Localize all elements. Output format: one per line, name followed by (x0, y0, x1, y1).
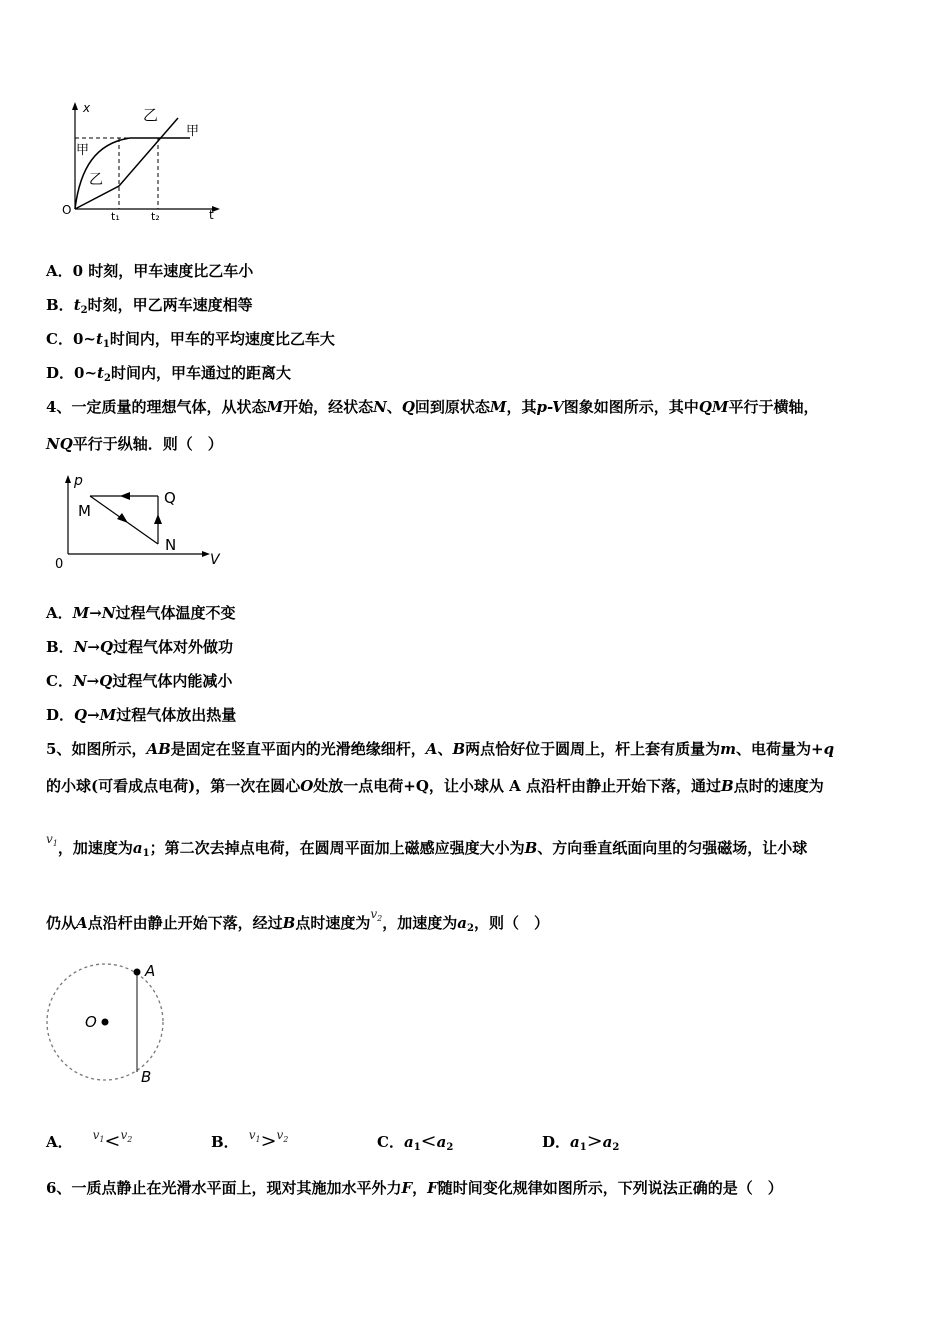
q5-option-d-sub1: 1 (579, 1142, 587, 1153)
pv-origin-label: 0 (55, 557, 64, 572)
q3-option-b-sub: 2 (80, 305, 88, 316)
circle-rod-figure (40, 958, 180, 1088)
q6-sym-f: F (427, 1179, 438, 1197)
q5-sym-b: B (524, 839, 538, 857)
q5-sym-m: m (720, 740, 737, 758)
q4-sym-n: N (373, 398, 387, 416)
v-letter: v (276, 1128, 284, 1142)
q5-option-a-v1 (93, 1128, 105, 1142)
q5-v2-symbol (370, 907, 382, 921)
q3-option-c-sub: 1 (102, 339, 110, 350)
q4-option-a-letter: A． (46, 604, 73, 622)
q4-stem-line2 (46, 434, 223, 454)
pv-x-arrow (202, 551, 210, 557)
point-o (102, 1019, 109, 1026)
pv-graph-figure (50, 470, 230, 575)
q4-option-c-letter: C． (46, 672, 73, 690)
q5-v1-symbol (46, 832, 58, 846)
q5-option-a[interactable] (46, 1128, 133, 1155)
q3-option-d-text: 时间内，甲车通过的距离大 (110, 364, 291, 382)
xt-jia-left-label: 甲 (76, 143, 90, 158)
pv-y-arrow (65, 475, 71, 483)
pv-arrow-mn (117, 513, 128, 523)
q4-text: ，其 (506, 398, 537, 416)
pv-m-label: M (78, 502, 91, 520)
q3-option-c-text: 时间内，甲车的平均速度比乙车大 (109, 330, 335, 348)
q5-text: ，则（ ） (473, 914, 549, 932)
q3-option-b[interactable] (46, 295, 253, 321)
q3-option-a-text: 0 时刻，甲车速度比乙车小 (72, 262, 254, 280)
q6-number: 6、 (46, 1179, 72, 1197)
q5-a-sub: 1 (142, 848, 150, 859)
pv-v-label: V (210, 552, 220, 568)
q4-option-d[interactable] (46, 705, 236, 725)
pv-arrow-qm (120, 492, 130, 500)
label-a: A (145, 962, 156, 980)
xt-y-label: x (83, 101, 91, 115)
pv-arrow-nq (154, 514, 162, 524)
q5-v-sub: 1 (52, 839, 58, 848)
q5-option-c[interactable] (377, 1131, 453, 1158)
q5-text: ；第二次去掉点电荷，在圆周平面加上磁感应强度大小为 (149, 839, 525, 857)
q3-option-c-sym: t (95, 330, 103, 348)
v-letter: v (120, 1128, 128, 1142)
xt-origin-label: O (62, 203, 72, 217)
v-letter: v (92, 1128, 100, 1142)
xt-t2-label: t₂ (151, 210, 160, 223)
q6-stem (46, 1178, 783, 1198)
q5-option-c-sub1: 1 (413, 1142, 421, 1153)
q4-text: 图象如图所示，其中 (563, 398, 699, 416)
q4-text: 开始，经状态 (283, 398, 374, 416)
q5-option-a-v2 (120, 1128, 132, 1142)
q3-option-a[interactable] (46, 261, 253, 281)
q3-option-c-pre: 0~ (72, 330, 96, 348)
q5-a-letter: a (457, 914, 467, 932)
q4-option-a-text: 过程气体温度不变 (115, 604, 236, 622)
q4-option-a-process: M→N (72, 604, 116, 622)
q3-option-b-text: 时刻，甲乙两车速度相等 (87, 296, 253, 314)
q5-stem-line2 (46, 776, 824, 796)
q5-option-b-operator: > (260, 1130, 277, 1152)
q4-text: 平行于横轴， (728, 398, 819, 416)
q5-option-d[interactable] (542, 1131, 619, 1158)
q5-text: 仍从 (46, 914, 77, 932)
q5-sym-b: B (721, 777, 734, 795)
pv-n-label: N (165, 536, 177, 554)
xt-graph-figure (58, 98, 228, 228)
q5-option-c-operator: < (420, 1130, 437, 1152)
label-o: O (85, 1013, 97, 1031)
q6-sym-f: F (401, 1179, 413, 1197)
q5-option-c-a1: a (403, 1133, 414, 1151)
q5-option-d-operator: > (586, 1130, 603, 1152)
q5-sym-a: A (425, 740, 438, 758)
q5-option-b[interactable] (211, 1128, 289, 1155)
q4-option-d-process: Q→M (74, 706, 117, 724)
q5-option-d-a1: a (570, 1133, 580, 1151)
q5-v-sub: 2 (377, 914, 383, 923)
q4-option-c-process: N→Q (72, 672, 113, 690)
v-sub: 1 (99, 1135, 105, 1144)
q4-number: 4、 (46, 398, 72, 416)
q4-sym-nq: NQ (46, 435, 73, 453)
q5-text: 点沿杆由静止开始下落，经过 (87, 914, 283, 932)
q4-text: 回到原状态 (414, 398, 490, 416)
q4-stem-line1 (46, 397, 819, 417)
q5-text: 、 (437, 740, 453, 758)
q5-text: 、电荷量为+ (736, 740, 824, 758)
q4-text: 一定质量的理想气体，从状态 (71, 398, 267, 416)
xt-y-arrow (72, 102, 78, 110)
pv-p-label: p (74, 473, 83, 489)
q6-text: 一质点静止在光滑水平面上，现对其施加水平外力 (71, 1179, 402, 1197)
v-sub: 2 (283, 1135, 289, 1144)
q5-stem-line1 (46, 739, 834, 759)
v-sub: 2 (127, 1135, 133, 1144)
q5-option-c-sub2: 2 (446, 1142, 454, 1153)
q3-option-a-letter: A． (46, 262, 73, 280)
q4-sym-m: M (489, 398, 507, 416)
q4-sym-qm: QM (698, 398, 729, 416)
q5-option-b-letter: B． (211, 1133, 239, 1151)
q5-text: 两点恰好位于圆周上，杆上套有质量为 (465, 740, 721, 758)
q5-option-a-operator: < (104, 1130, 121, 1152)
q5-stem-line4 (46, 907, 549, 939)
q5-number: 5、 (46, 740, 72, 758)
q5-sym-b: B (282, 914, 296, 932)
q5-text: 如图所示， (71, 740, 147, 758)
q3-option-b-letter: B． (46, 296, 74, 314)
q4-sym-m: M (266, 398, 284, 416)
q4-sym-q: Q (401, 398, 415, 416)
q4-option-b[interactable] (46, 637, 233, 657)
q3-option-c[interactable] (46, 329, 335, 355)
xt-line-yi (75, 118, 178, 209)
q4-option-a[interactable] (46, 603, 236, 623)
q5-sym-a: A (76, 914, 88, 932)
q5-sym-ab: AB (146, 740, 171, 758)
q4-option-b-process: N→Q (73, 638, 114, 656)
q4-option-c[interactable] (46, 671, 232, 691)
v-letter: v (248, 1128, 256, 1142)
q5-option-c-letter: C． (377, 1133, 404, 1151)
q5-text: ，加速度为 (382, 914, 458, 932)
q3-option-d-sub: 2 (103, 373, 111, 384)
q4-sym-pv: p-V (536, 398, 564, 416)
pv-q-label: Q (164, 489, 176, 507)
q4-option-c-text: 过程气体内能减小 (112, 672, 233, 690)
q5-text: 点时速度为 (295, 914, 371, 932)
q5-v-letter: v (46, 832, 53, 846)
q6-text: 随时间变化规律如图所示，下列说法正确的是（ ） (437, 1179, 783, 1197)
q6-text: ， (412, 1179, 428, 1197)
q3-option-d-pre: 0~ (74, 364, 98, 382)
q5-sym-b: B (452, 740, 466, 758)
q4-text: 、 (386, 398, 402, 416)
q3-option-b-sym: t (73, 296, 81, 314)
q4-text: 平行于纵轴．则（ ） (72, 435, 223, 453)
q5-option-b-v1 (249, 1128, 261, 1142)
q4-option-b-letter: B． (46, 638, 74, 656)
q3-option-c-letter: C． (46, 330, 73, 348)
q5-text: 、方向垂直纸面向里的匀强磁场，让小球 (537, 839, 808, 857)
q5-text: 的小球(可看成点电荷)，第一次在圆心 (46, 777, 301, 795)
q5-text: 点时的速度为 (733, 777, 824, 795)
xt-jia-right-label: 甲 (186, 124, 200, 139)
label-b: B (141, 1068, 152, 1086)
q5-text: 是固定在竖直平面内的光滑绝缘细杆， (170, 740, 426, 758)
q5-option-d-a2: a (602, 1133, 613, 1151)
q3-option-d-sym: t (97, 364, 104, 382)
v-sub: 1 (255, 1135, 261, 1144)
xt-yi-mid-label: 乙 (89, 172, 103, 188)
q5-sym-o: O (300, 777, 314, 795)
q3-option-d-letter: D． (46, 364, 75, 382)
q4-option-b-text: 过程气体对外做功 (113, 638, 234, 656)
q5-option-c-a2: a (436, 1133, 447, 1151)
q3-option-d[interactable] (46, 363, 291, 389)
q5-text: ，加速度为 (57, 839, 133, 857)
q5-option-d-letter: D． (542, 1133, 571, 1151)
q5-a-letter: a (132, 839, 143, 857)
q5-sym-q: q (823, 740, 835, 758)
point-a (134, 969, 141, 976)
q5-option-d-sub2: 2 (612, 1142, 620, 1153)
q5-option-b-v2 (276, 1128, 288, 1142)
xt-x-label: t (209, 208, 214, 222)
xt-yi-top-label: 乙 (143, 106, 159, 124)
q5-v-letter: v (370, 907, 378, 921)
xt-t1-label: t₁ (111, 210, 120, 223)
q5-stem-line3 (46, 832, 808, 864)
q5-text: 处放一点电荷+Q，让小球从 A 点沿杆由静止开始下落，通过 (313, 777, 722, 795)
q5-option-a-letter: A． (46, 1133, 73, 1151)
q4-option-d-letter: D． (46, 706, 75, 724)
q5-a-sub: 2 (467, 923, 474, 934)
q4-option-d-text: 过程气体放出热量 (116, 706, 237, 724)
